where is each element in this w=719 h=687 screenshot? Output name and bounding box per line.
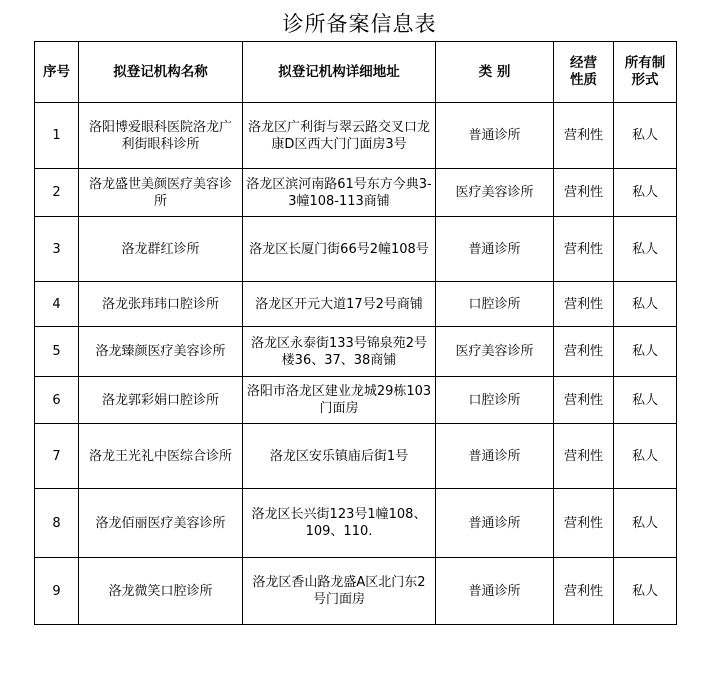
cell-name: 洛龙盛世美颜医疗美容诊所 xyxy=(79,169,243,217)
cell-name: 洛阳博爱眼科医院洛龙广利街眼科诊所 xyxy=(79,103,243,169)
cell-address: 洛龙区开元大道17号2号商铺 xyxy=(243,282,436,327)
cell-nature: 营利性 xyxy=(554,169,614,217)
cell-address: 洛龙区长兴街123号1幢108、109、110. xyxy=(243,489,436,558)
cell-category: 普通诊所 xyxy=(436,217,554,282)
cell-nature: 营利性 xyxy=(554,103,614,169)
cell-ownership: 私人 xyxy=(614,169,677,217)
cell-index: 8 xyxy=(35,489,79,558)
cell-category: 医疗美容诊所 xyxy=(436,169,554,217)
cell-category: 普通诊所 xyxy=(436,489,554,558)
cell-nature: 营利性 xyxy=(554,282,614,327)
table-row xyxy=(35,282,677,327)
cell-ownership: 私人 xyxy=(614,377,677,424)
clinic-table xyxy=(34,41,677,625)
cell-name: 洛龙郭彩娟口腔诊所 xyxy=(79,377,243,424)
header-address: 拟登记机构详细地址 xyxy=(243,42,436,103)
cell-index: 1 xyxy=(35,103,79,169)
header-ownership: 所有制 形式 xyxy=(614,42,677,103)
table-row xyxy=(35,424,677,489)
cell-name: 洛龙张玮玮口腔诊所 xyxy=(79,282,243,327)
cell-address: 洛龙区香山路龙盛A区北门东2号门面房 xyxy=(243,558,436,625)
table-row xyxy=(35,169,677,217)
table-row xyxy=(35,217,677,282)
cell-nature: 营利性 xyxy=(554,377,614,424)
cell-ownership: 私人 xyxy=(614,103,677,169)
table-row xyxy=(35,377,677,424)
cell-index: 4 xyxy=(35,282,79,327)
cell-category: 医疗美容诊所 xyxy=(436,327,554,377)
header-index: 序号 xyxy=(35,42,79,103)
header-name: 拟登记机构名称 xyxy=(79,42,243,103)
cell-name: 洛龙臻颜医疗美容诊所 xyxy=(79,327,243,377)
cell-address: 洛龙区安乐镇庙后街1号 xyxy=(243,424,436,489)
cell-nature: 营利性 xyxy=(554,217,614,282)
cell-ownership: 私人 xyxy=(614,327,677,377)
cell-address: 洛阳市洛龙区建业龙城29栋103门面房 xyxy=(243,377,436,424)
cell-address: 洛龙区滨河南路61号东方今典3-3幢108-113商铺 xyxy=(243,169,436,217)
cell-nature: 营利性 xyxy=(554,558,614,625)
header-category: 类 别 xyxy=(436,42,554,103)
header-row xyxy=(35,42,677,103)
cell-ownership: 私人 xyxy=(614,558,677,625)
cell-name: 洛龙群红诊所 xyxy=(79,217,243,282)
page-title: 诊所备案信息表 xyxy=(282,12,437,36)
cell-index: 9 xyxy=(35,558,79,625)
cell-category: 普通诊所 xyxy=(436,424,554,489)
table-row xyxy=(35,489,677,558)
cell-index: 7 xyxy=(35,424,79,489)
cell-name: 洛龙王光礼中医综合诊所 xyxy=(79,424,243,489)
cell-category: 普通诊所 xyxy=(436,558,554,625)
table-row xyxy=(35,327,677,377)
cell-ownership: 私人 xyxy=(614,424,677,489)
cell-category: 口腔诊所 xyxy=(436,282,554,327)
cell-index: 2 xyxy=(35,169,79,217)
cell-ownership: 私人 xyxy=(614,217,677,282)
cell-category: 口腔诊所 xyxy=(436,377,554,424)
cell-index: 3 xyxy=(35,217,79,282)
cell-index: 5 xyxy=(35,327,79,377)
cell-nature: 营利性 xyxy=(554,424,614,489)
cell-address: 洛龙区广利街与翠云路交叉口龙康D区西大门门面房3号 xyxy=(243,103,436,169)
cell-address: 洛龙区永泰街133号锦泉苑2号楼36、37、38商铺 xyxy=(243,327,436,377)
table-row xyxy=(35,558,677,625)
cell-nature: 营利性 xyxy=(554,489,614,558)
cell-ownership: 私人 xyxy=(614,282,677,327)
header-nature: 经营 性质 xyxy=(554,42,614,103)
cell-index: 6 xyxy=(35,377,79,424)
table-row xyxy=(35,103,677,169)
cell-nature: 营利性 xyxy=(554,327,614,377)
cell-name: 洛龙佰丽医疗美容诊所 xyxy=(79,489,243,558)
cell-ownership: 私人 xyxy=(614,489,677,558)
cell-address: 洛龙区长厦门街66号2幢108号 xyxy=(243,217,436,282)
cell-category: 普通诊所 xyxy=(436,103,554,169)
cell-name: 洛龙微笑口腔诊所 xyxy=(79,558,243,625)
